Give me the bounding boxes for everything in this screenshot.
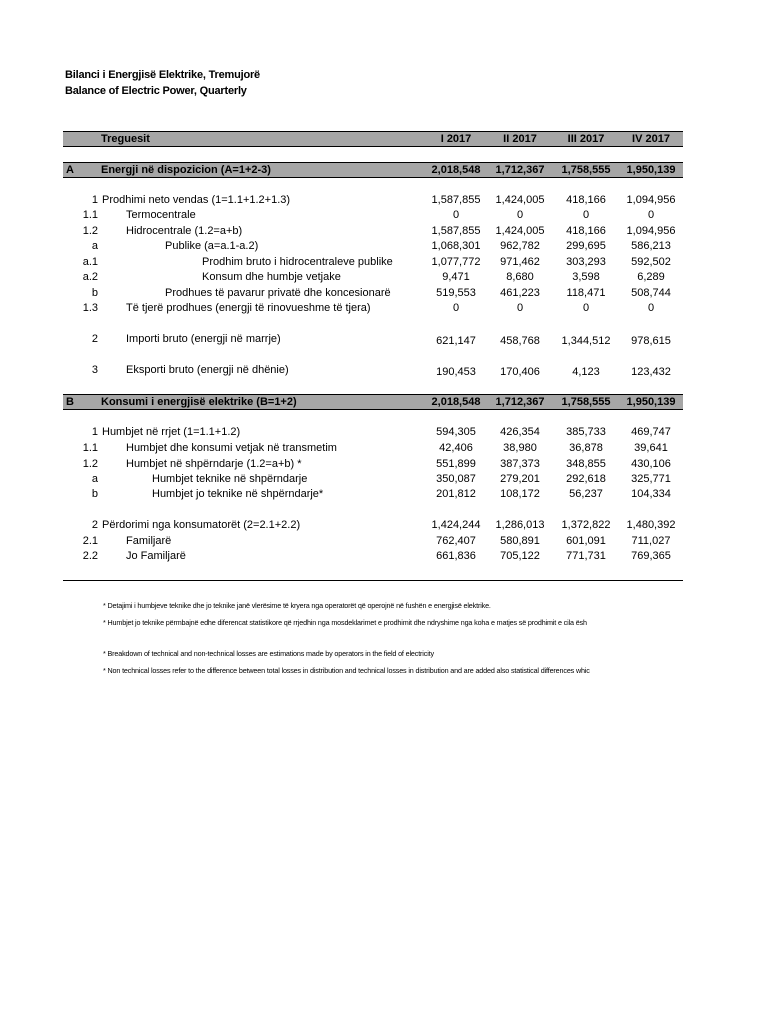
- row-value: 385,733: [566, 426, 606, 438]
- row-value: 551,899: [436, 458, 476, 470]
- table-row: [0, 193, 768, 208]
- table-row: [0, 441, 768, 456]
- row-value: 4,123: [572, 366, 600, 378]
- row-code: 1: [91, 426, 98, 438]
- row-label: Humbjet teknike në shpërndarje: [152, 473, 308, 485]
- row-code: 1.2: [82, 458, 98, 470]
- row-label: Hidrocentrale (1.2=a+b): [126, 225, 243, 237]
- row-value: 170,406: [500, 366, 540, 378]
- row-value: 38,980: [503, 442, 537, 454]
- section-b-row: [63, 394, 683, 410]
- table-row: [0, 286, 768, 301]
- table-row: [0, 255, 768, 270]
- table-row: [0, 239, 768, 254]
- row-value: 36,878: [569, 442, 603, 454]
- row-value: 971,462: [500, 256, 540, 268]
- table-header: [63, 131, 683, 147]
- row-value: 0: [582, 302, 590, 314]
- row-value: 430,106: [631, 458, 671, 470]
- row-value: 0: [516, 209, 524, 221]
- row-value: 6,289: [637, 271, 665, 283]
- section-a-value: 1,950,139: [626, 164, 676, 176]
- row-label: Përdorimi nga konsumatorët (2=2.1+2.2): [102, 519, 301, 531]
- row-value: 39,641: [634, 442, 668, 454]
- row-value: 1,480,392: [626, 519, 676, 531]
- title-english: Balance of Electric Power, Quarterly: [65, 85, 247, 97]
- row-value: 461,223: [500, 287, 540, 299]
- row-value: 592,502: [631, 256, 671, 268]
- section-a-value: 1,712,367: [495, 164, 545, 176]
- row-value: 387,373: [500, 458, 540, 470]
- row-label: Termocentrale: [126, 209, 196, 221]
- title-albanian: Bilanci i Energjisë Elektrike, Tremujorë: [65, 69, 260, 81]
- row-label: Prodhim bruto i hidrocentraleve publike: [202, 256, 393, 268]
- row-label: Importi bruto (energji në marrje): [126, 333, 281, 345]
- row-label: Konsum dhe humbje vetjake: [202, 271, 341, 283]
- section-b-value: 1,712,367: [495, 396, 545, 408]
- row-value: 1,424,005: [495, 225, 545, 237]
- table-row: [0, 332, 768, 347]
- row-value: 9,471: [442, 271, 470, 283]
- row-code: 2.1: [82, 535, 98, 547]
- row-label: Humbjet në shpërndarje (1.2=a+b) *: [126, 458, 302, 470]
- row-value: 1,094,956: [626, 225, 676, 237]
- row-label: Eksporti bruto (energji në dhënie): [126, 364, 289, 376]
- section-b-value: 2,018,548: [431, 396, 481, 408]
- row-value: 1,094,956: [626, 194, 676, 206]
- row-value: 279,201: [500, 473, 540, 485]
- section-a-code: A: [66, 164, 74, 176]
- section-a-value: 1,758,555: [561, 164, 611, 176]
- row-label: Prodhues të pavarur privatë dhe koncesionarë: [165, 287, 391, 299]
- row-value: 42,406: [439, 442, 473, 454]
- row-value: 1,068,301: [431, 240, 481, 252]
- table-row: [0, 425, 768, 440]
- row-value: 299,695: [566, 240, 606, 252]
- row-value: 303,293: [566, 256, 606, 268]
- row-value: 350,087: [436, 473, 476, 485]
- table-row: [0, 208, 768, 223]
- row-value: 201,812: [436, 488, 476, 500]
- row-value: 0: [647, 209, 655, 221]
- row-code: a.2: [82, 271, 98, 283]
- table-bottom-rule: [63, 580, 683, 581]
- row-code: b: [91, 287, 98, 299]
- row-value: 762,407: [436, 535, 476, 547]
- table-row: [0, 534, 768, 549]
- row-code: a.1: [82, 256, 98, 268]
- row-code: 2: [91, 519, 98, 531]
- row-value: 8,680: [506, 271, 534, 283]
- footnote: * Detajimi i humbjeve teknike dhe jo teknike janë vlerësime të kryera nga operatorët që operojnë në fushën e energjisë elektrike.: [103, 601, 491, 610]
- row-value: 1,286,013: [495, 519, 545, 531]
- row-code: a: [91, 473, 98, 485]
- section-a-label: Energji në dispozicion (A=1+2-3): [101, 164, 271, 176]
- table-row: [0, 363, 768, 378]
- row-value: 601,091: [566, 535, 606, 547]
- row-code: a: [91, 240, 98, 252]
- row-value: 0: [516, 302, 524, 314]
- header-label: Treguesit: [101, 133, 150, 145]
- row-code: 1.3: [82, 302, 98, 314]
- row-value: 1,587,855: [431, 225, 481, 237]
- row-value: 0: [452, 209, 460, 221]
- row-code: 2.2: [82, 550, 98, 562]
- row-value: 580,891: [500, 535, 540, 547]
- row-code: 3: [91, 364, 98, 376]
- row-value: 0: [647, 302, 655, 314]
- row-value: 292,618: [566, 473, 606, 485]
- row-value: 621,147: [436, 335, 476, 347]
- row-value: 1,424,005: [495, 194, 545, 206]
- section-b-code: B: [66, 396, 74, 408]
- row-value: 0: [582, 209, 590, 221]
- row-label: Humbjet në rrjet (1=1.1+1.2): [102, 426, 241, 438]
- table-row: [0, 549, 768, 564]
- table-row: [0, 270, 768, 285]
- row-label: Humbjet jo teknike në shpërndarje*: [152, 488, 324, 500]
- row-code: b: [91, 488, 98, 500]
- row-value: 1,344,512: [561, 335, 611, 347]
- row-value: 586,213: [631, 240, 671, 252]
- row-value: 594,305: [436, 426, 476, 438]
- table-row: [0, 518, 768, 533]
- table-row: [0, 224, 768, 239]
- row-code: 1.2: [82, 225, 98, 237]
- section-a-value: 2,018,548: [431, 164, 481, 176]
- row-value: 469,747: [631, 426, 671, 438]
- row-label: Familjarë: [126, 535, 172, 547]
- row-value: 661,836: [436, 550, 476, 562]
- row-value: 418,166: [566, 225, 606, 237]
- row-value: 418,166: [566, 194, 606, 206]
- header-col-q4: IV 2017: [632, 133, 670, 145]
- row-value: 1,587,855: [431, 194, 481, 206]
- row-value: 123,432: [631, 366, 671, 378]
- row-value: 771,731: [566, 550, 606, 562]
- row-value: 190,453: [436, 366, 476, 378]
- table-row: [0, 301, 768, 316]
- row-value: 705,122: [500, 550, 540, 562]
- row-value: 56,237: [569, 488, 603, 500]
- section-b-value: 1,758,555: [561, 396, 611, 408]
- footnote: * Non technical losses refer to the difference between total losses in distribution and technical losses in distribution and are added also statistical differences whic: [103, 666, 590, 675]
- row-label: Prodhimi neto vendas (1=1.1+1.2+1.3): [102, 194, 291, 206]
- row-value: 962,782: [500, 240, 540, 252]
- table-row: [0, 487, 768, 502]
- row-label: Të tjerë prodhues (energji të rinovueshme të tjera): [126, 302, 371, 314]
- row-value: 508,744: [631, 287, 671, 299]
- section-b-label: Konsumi i energjisë elektrike (B=1+2): [101, 396, 297, 408]
- row-label: Publike (a=a.1-a.2): [165, 240, 259, 252]
- row-value: 118,471: [566, 287, 606, 299]
- row-value: 1,372,822: [561, 519, 611, 531]
- row-code: 1.1: [82, 442, 98, 454]
- row-value: 458,768: [500, 335, 540, 347]
- row-value: 1,077,772: [431, 256, 481, 268]
- row-value: 1,424,244: [431, 519, 481, 531]
- row-value: 348,855: [566, 458, 606, 470]
- section-a-row: [63, 162, 683, 178]
- header-col-q2: II 2017: [503, 133, 537, 145]
- row-value: 426,354: [500, 426, 540, 438]
- row-value: 3,598: [572, 271, 600, 283]
- row-code: 1.1: [82, 209, 98, 221]
- header-col-q3: III 2017: [567, 133, 605, 145]
- footnote: * Humbjet jo teknike përmbajnë edhe diferencat statistikore që rrjedhin nga mosdeklarimet e prodhimit dhe ndryshime nga koha e matjes së prodhimit e cila ësh: [103, 618, 587, 627]
- section-b-value: 1,950,139: [626, 396, 676, 408]
- row-value: 769,365: [631, 550, 671, 562]
- row-code: 1: [91, 194, 98, 206]
- header-col-q1: I 2017: [440, 133, 472, 145]
- row-value: 325,771: [631, 473, 671, 485]
- table-row: [0, 472, 768, 487]
- row-value: 978,615: [631, 335, 671, 347]
- row-label: Jo Familjarë: [126, 550, 186, 562]
- row-value: 108,172: [500, 488, 540, 500]
- row-code: 2: [91, 333, 98, 345]
- row-value: 519,553: [436, 287, 476, 299]
- row-value: 711,027: [631, 535, 671, 547]
- row-label: Humbjet dhe konsumi vetjak në transmetim: [126, 442, 337, 454]
- row-value: 0: [452, 302, 460, 314]
- table-row: [0, 457, 768, 472]
- row-value: 104,334: [631, 488, 671, 500]
- footnote: * Breakdown of technical and non-technical losses are estimations made by operators in the field of electricity: [103, 649, 434, 658]
